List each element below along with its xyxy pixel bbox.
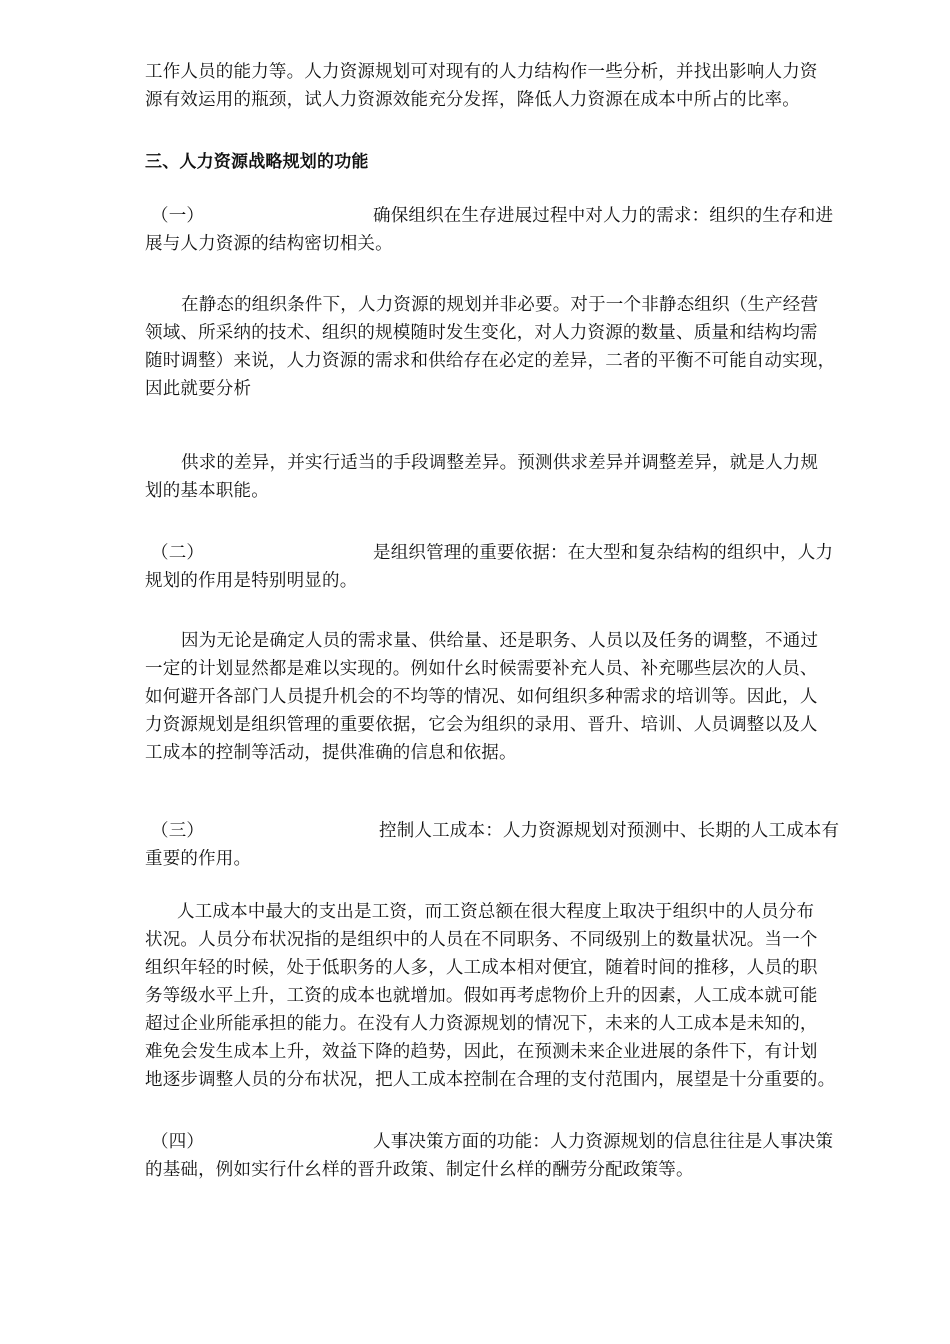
- item-3: [145, 817, 885, 873]
- text-line: 难免会发生成本上升，效益下降的趋势，因此，在预测未来企业进展的条件下，有计划: [145, 1042, 818, 1062]
- item-heading-text: 控制人工成本：人力资源规划对预测中、长期的人工成本有: [379, 821, 840, 841]
- text-line: 因此就要分析: [145, 379, 252, 399]
- text-line: 因为无论是确定人员的需求量、供给量、还是职务、人员以及任务的调整，不通过: [181, 631, 819, 651]
- text-line: 超过企业所能承担的能力。在没有人力资源规划的情况下，未来的人工成本是未知的，: [145, 1014, 818, 1034]
- text-line: 规划的作用是特别明显的。: [145, 571, 358, 591]
- text-line: 地逐步调整人员的分布状况，把人工成本控制在合理的支付范围内，展望是十分重要的。: [145, 1070, 836, 1090]
- text-line: 工作人员的能力等。人力资源规划可对现有的人力结构作一些分析，并找出影响人力资: [145, 62, 818, 82]
- text-line: 一定的计划显然都是难以实现的。例如什幺时候需要补充人员、补充哪些层次的人员、: [145, 659, 818, 679]
- text-line: 状况。人员分布状况指的是组织中的人员在不同职务、不同级别上的数量状况。当一个: [145, 930, 818, 950]
- text-line: 力资源规划是组织管理的重要依据，它会为组织的录用、晋升、培训、人员调整以及人: [145, 715, 818, 735]
- text-line: 源有效运用的瓶颈，试人力资源效能充分发挥，降低人力资源在成本中所占的比率。: [145, 90, 800, 110]
- text-line: 组织年轻的时候，处于低职务的人多，人工成本相对便宜，随着时间的推移，人员的职: [145, 958, 818, 978]
- paragraph-supply-demand: [145, 449, 885, 505]
- item-2: [145, 539, 885, 595]
- item-number: （一）: [151, 206, 205, 226]
- paragraph-static-conditions: [145, 291, 885, 403]
- item-number: （四）: [151, 1132, 205, 1152]
- text-line: 划的基本职能。: [145, 481, 269, 501]
- text-line: 工成本的控制等活动，提供准确的信息和依据。: [145, 743, 517, 763]
- text-line: 供求的差异，并实行适当的手段调整差异。预测供求差异并调整差异，就是人力规: [181, 453, 819, 473]
- text-line: 领域、所采纳的技术、组织的规模随时发生变化，对人力资源的数量、质量和结构均需: [145, 323, 818, 343]
- text-line: 人工成本中最大的支出是工资，而工资总额在很大程度上取决于组织中的人员分布: [177, 902, 815, 922]
- text-line: 随时调整）来说，人力资源的需求和供给存在必定的差异，二者的平衡不可能自动实现，: [145, 351, 836, 371]
- item-number: （二）: [151, 543, 205, 563]
- section-heading: 三、人力资源战略规划的功能: [145, 152, 369, 172]
- item-heading-text: 是组织管理的重要依据：在大型和复杂结构的组织中，人力: [373, 543, 834, 563]
- text-line: 务等级水平上升，工资的成本也就增加。假如再考虑物价上升的因素，人工成本就可能: [145, 986, 818, 1006]
- text-line: 展与人力资源的结构密切相关。: [145, 234, 393, 254]
- item-heading-text: 确保组织在生存进展过程中对人力的需求：组织的生存和进: [373, 206, 834, 226]
- item-4: [145, 1128, 885, 1184]
- item-heading-text: 人事决策方面的功能：人力资源规划的信息往往是人事决策: [373, 1132, 834, 1152]
- item-1: [145, 202, 885, 258]
- paragraph-labor-cost: [145, 898, 885, 1094]
- text-line: 重要的作用。: [145, 849, 252, 869]
- text-line: 在静态的组织条件下，人力资源的规划并非必要。对于一个非静态组织（生产经营: [181, 295, 819, 315]
- text-line: 如何避开各部门人员提升机会的不均等的情况、如何组织多种需求的培训等。因此，人: [145, 687, 818, 707]
- intro-paragraph: [145, 58, 885, 114]
- text-line: 的基础，例如实行什幺样的晋升政策、制定什幺样的酬劳分配政策等。: [145, 1160, 694, 1180]
- paragraph-management-basis: [145, 627, 885, 767]
- item-number: （三）: [151, 821, 205, 841]
